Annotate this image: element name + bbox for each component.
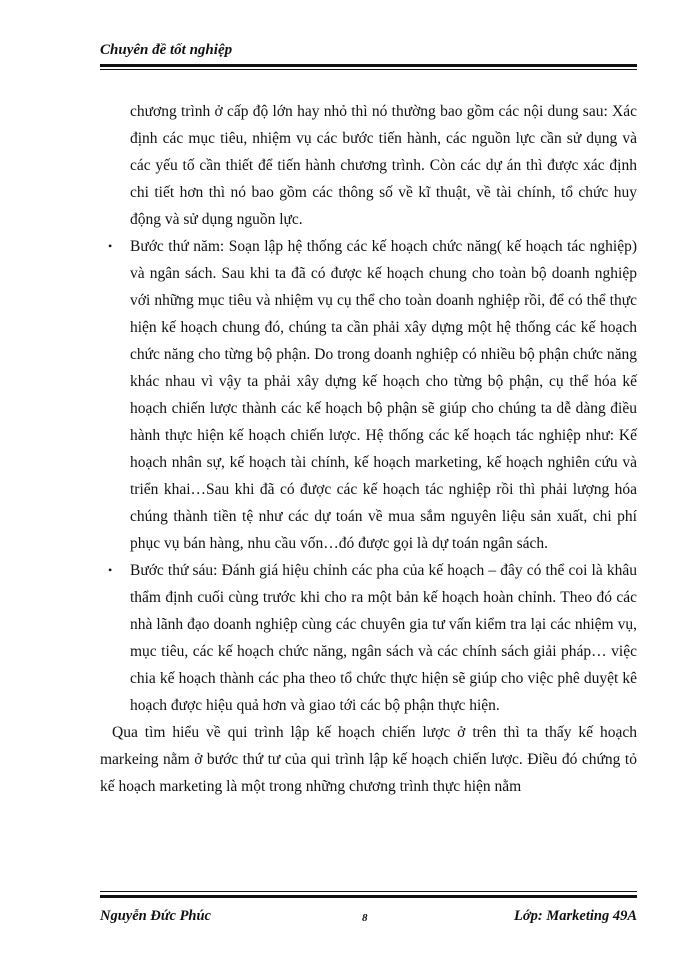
document-body (100, 98, 637, 800)
header-title: Chuyên đề tốt nghiệp (100, 42, 233, 58)
bullet-item-step-5 (100, 233, 637, 557)
page-number: 8 (362, 912, 368, 924)
closing-paragraph: Qua tìm hiểu về qui trình lập kế hoạch chiến lược ở trên thì ta thấy kế hoạch markeing nằm ở bước thứ tư của qui trình lập kế hoạch chiến lược. Điều đó chứng tỏ kế hoạch marketing là một trong những chương trình thực hiện nằm (100, 724, 637, 795)
bullet-icon: • (108, 239, 113, 253)
footer-class: Lớp: Marketing 49A (514, 908, 637, 924)
footer-author: Nguyễn Đức Phúc (100, 908, 211, 924)
continuation-paragraph: chương trình ở cấp độ lớn hay nhỏ thì nó thường bao gồm các nội dung sau: Xác định các mục tiêu, nhiệm vụ các bước tiến hành, các nguồn lực cần sử dụng và các yếu tố cần thiết để tiến hành chương trình. Còn các dự án thì được xác định chi tiết hơn thì nó bao gồm các thông số về kĩ thuật, về tài chính, tổ chức huy động và sử dụng nguồn lực. (130, 103, 637, 228)
footer-rule-thin (100, 891, 637, 892)
bullet-text: Bước thứ sáu: Đánh giá hiệu chỉnh các pha của kế hoạch – đây có thể coi là khâu thẩm định cuối cùng trước khi cho ra một bản kế hoạch hoàn chỉnh. Theo đó các nhà lãnh đạo doanh nghiệp cùng các chuyên gia tư vấn kiểm tra lại các nhiệm vụ, mục tiêu, các kế hoạch chức năng, ngân sách và các chính sách giải pháp… việc chia kế hoạch thành các pha theo tổ chức thực hiện sẽ giúp cho việc phê duyệt kê hoạch được hiệu quả hơn và giao tới các bộ phận thực hiện. (130, 562, 637, 714)
bullet-item-step-6 (100, 557, 637, 719)
bullet-text: Bước thứ năm: Soạn lập hệ thống các kế hoạch chức năng( kế hoạch tác nghiệp) và ngân sách. Sau khi ta đã có được kế hoạch chung cho toàn bộ doanh nghiệp với những mục tiêu và nhiệm vụ cụ thể cho toàn doanh nghiệp rồi, để có thể thực hiện kế hoạch chung đó, chúng ta cần phải xây dựng một hệ thống các kế hoạch chức năng cho từng bộ phận. Do trong doanh nghiệp có nhiều bộ phận chức năng khác nhau vì vậy ta phải xây dựng kế hoạch cho từng bộ phận, cụ thể hóa kế hoạch chiến lược thành các kế hoạch bộ phận sẽ giúp cho chúng ta dễ dàng điều hành thực hiện kế hoạch chiến lược. Hệ thống các kế hoạch tác nghiệp như: Kế hoạch nhân sự, kế hoạch tài chính, kế hoạch marketing, kế hoạch nghiên cứu và triển khai…Sau khi đã có được các kế hoạch tác nghiệp rồi thì phải lượng hóa chúng thành tiền tệ như các dự toán về mua sắm nguyên liệu sản xuất, chi phí phục vụ bán hàng, nhu cầu vốn…đó được gọi là dự toán ngân sách. (130, 238, 637, 552)
header-rule-thick (100, 64, 637, 67)
bullet-icon: • (108, 563, 113, 577)
header-rule-thin (100, 69, 637, 70)
footer-rule-thick (100, 895, 637, 898)
